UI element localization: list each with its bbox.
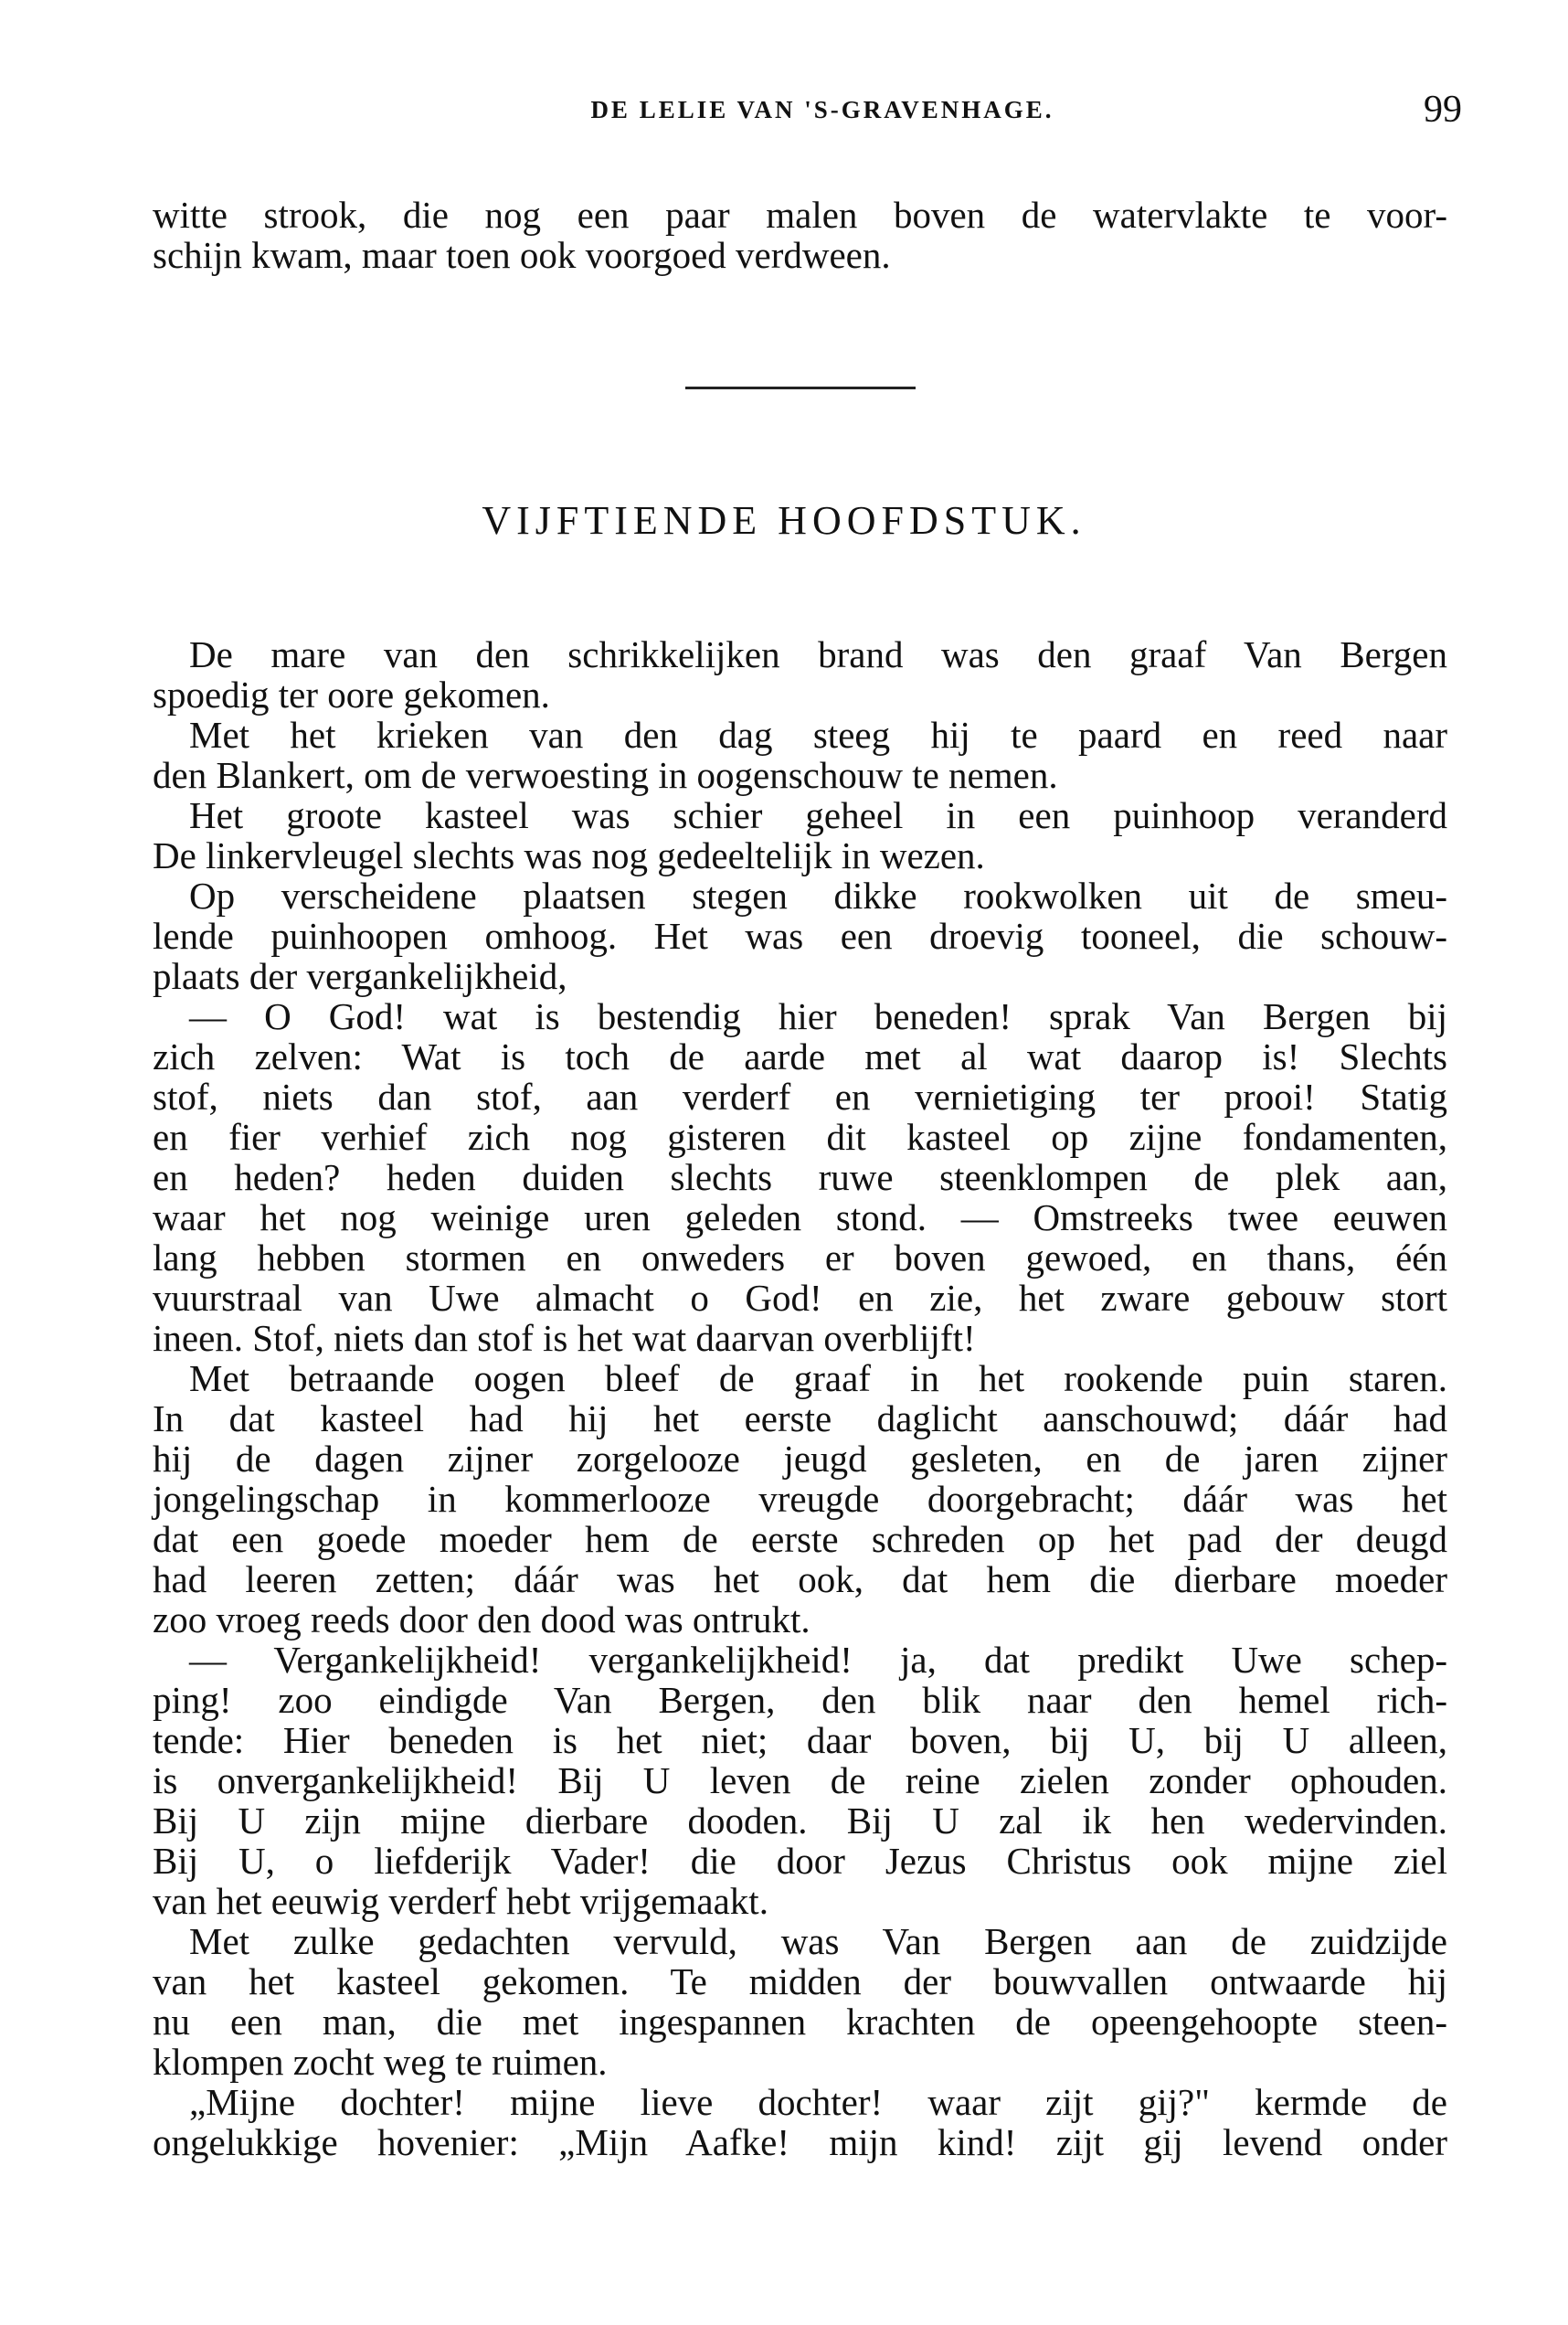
text-line: Het groote kasteel was schier geheel in een puinhoop veranderd (189, 794, 1447, 836)
text-line: van het kasteel gekomen. Te midden der bouwvallen ontwaarde hij (153, 1960, 1447, 2002)
text-line: Met betraande oogen bleef de graaf in het rookende puin staren. (189, 1357, 1447, 1399)
text-line: Op verscheidene plaatsen stegen dikke rookwolken uit de smeu- (189, 875, 1447, 917)
text-line: lang hebben stormen en onweders er boven gewoed, en thans, één (153, 1237, 1447, 1279)
text-line: van het eeuwig verderf hebt vrijgemaakt. (153, 1880, 768, 1922)
section-divider (685, 387, 916, 389)
text-line: stof, niets dan stof, aan verderf en vernietiging ter prooi! Statig (153, 1076, 1447, 1118)
text-line: is onvergankelijkheid! Bij U leven de reine zielen zonder ophouden. (153, 1759, 1447, 1801)
text-line: Met zulke gedachten vervuld, was Van Bergen aan de zuidzijde (189, 1920, 1447, 1962)
text-line: witte strook, die nog een paar malen boven de watervlakte te voor- (153, 194, 1447, 236)
text-line: Bij U zijn mijne dierbare dooden. Bij U zal ik hen wedervinden. (153, 1799, 1447, 1842)
continuation-text (153, 195, 1447, 275)
running-head: DE LELIE VAN 'S-GRAVENHAGE. (590, 96, 1054, 123)
text-line: De linkervleugel slechts was nog gedeeltelijk in wezen. (153, 834, 985, 876)
text-line: ping! zoo eindigde Van Bergen, den blik naar den hemel rich- (153, 1679, 1447, 1721)
text-line: klompen zocht weg te ruimen. (153, 2041, 608, 2083)
text-line: dat een goede moeder hem de eerste schreden op het pad der deugd (153, 1518, 1447, 1560)
text-line: ongelukkige hovenier: „Mijn Aafke! mijn kind! zijt gij levend onder (153, 2121, 1447, 2163)
text-line: tende: Hier beneden is het niet; daar boven, bij U, bij U alleen, (153, 1719, 1447, 1761)
text-line: In dat kasteel had hij het eerste daglicht aanschouwd; dáár had (153, 1397, 1447, 1439)
text-line: plaats der vergankelijkheid, (153, 955, 567, 997)
text-line: waar het nog weinige uren geleden stond. — Omstreeks twee eeuwen (153, 1196, 1447, 1238)
text-line: had leeren zetten; dáár was het ook, dat hem die dierbare moeder (153, 1558, 1447, 1600)
text-line: — O God! wat is bestendig hier beneden! sprak Van Bergen bij (189, 995, 1447, 1037)
text-line: Met het krieken van den dag steeg hij te paard en reed naar (189, 714, 1447, 756)
text-line: vuurstraal van Uwe almacht o God! en zie, het zware gebouw stort (153, 1277, 1447, 1319)
text-line: — Vergankelijkheid! vergankelijkheid! ja, dat predikt Uwe schep- (189, 1639, 1447, 1681)
text-line: lende puinhoopen omhoog. Het was een droevig tooneel, die schouw- (153, 915, 1447, 957)
text-line: „Mijne dochter! mijne lieve dochter! waar zijt gij?" kermde de (189, 2081, 1447, 2123)
text-line: spoedig ter oore gekomen. (153, 674, 550, 716)
text-line: ineen. Stof, niets dan stof is het wat daarvan overblijft! (153, 1317, 976, 1359)
text-line: Bij U, o liefderijk Vader! die door Jezus Christus ook mijne ziel (153, 1840, 1447, 1882)
text-line: schijn kwam, maar toen ook voorgoed verdween. (153, 234, 891, 276)
text-line: De mare van den schrikkelijken brand was den graaf Van Bergen (189, 633, 1447, 675)
text-line: jongelingschap in kommerlooze vreugde doorgebracht; dáár was het (153, 1478, 1447, 1520)
text-line: zich zelven: Wat is toch de aarde met al wat daarop is! Slechts (153, 1035, 1447, 1078)
chapter-title: VIJFTIENDE HOOFDSTUK. (482, 498, 1086, 543)
page-number: 99 (1424, 89, 1462, 131)
text-line: hij de dagen zijner zorgelooze jeugd gesleten, en de jaren zijner (153, 1438, 1447, 1480)
text-line: zoo vroeg reeds door den dood was ontrukt. (153, 1598, 810, 1640)
text-line: en fier verhief zich nog gisteren dit kasteel op zijne fondamenten, (153, 1116, 1447, 1158)
text-line: den Blankert, om de verwoesting in oogenschouw te nemen. (153, 754, 1058, 796)
text-line: en heden? heden duiden slechts ruwe steenklompen de plek aan, (153, 1156, 1447, 1198)
chapter-body (153, 634, 1447, 2162)
text-line: nu een man, die met ingespannen krachten de opeengehoopte steen- (153, 2001, 1447, 2043)
